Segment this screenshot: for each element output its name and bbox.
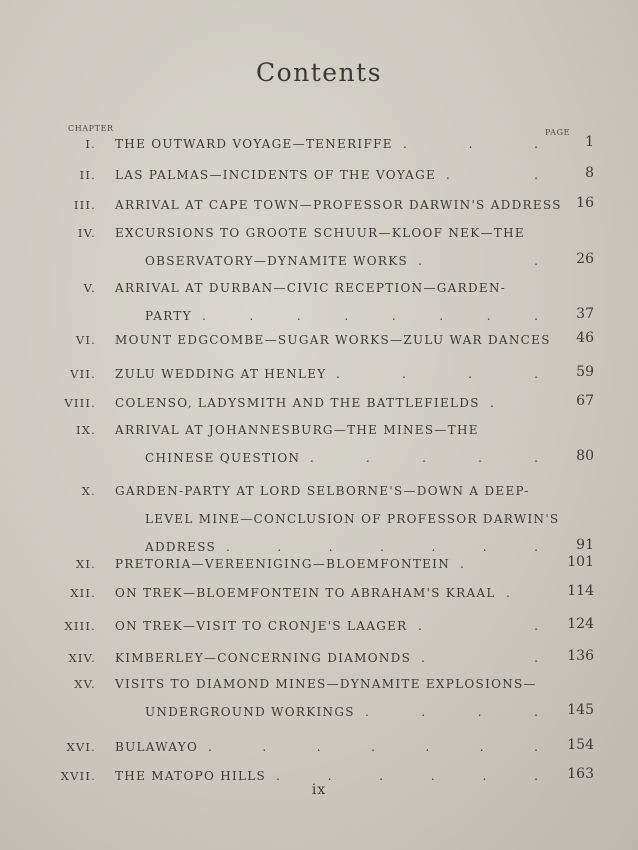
leader-dots: . . [418, 254, 538, 268]
chapter-number: IV. [77, 226, 96, 240]
page-number: 136 [567, 648, 594, 664]
chapter-title-line: THE OUTWARD VOYAGE—TENERIFFE [115, 137, 393, 151]
page-number: 67 [576, 393, 594, 409]
chapter-number: I. [85, 137, 96, 151]
chapter-title-line: ZULU WEDDING AT HENLEY [115, 367, 327, 381]
leader-dots: . . . . . . . . [202, 309, 538, 323]
chapter-title-line: UNDERGROUND WORKINGS [145, 705, 355, 719]
page-number: 16 [576, 195, 594, 211]
chapter-number: XI. [76, 557, 96, 571]
page-number: 1 [585, 134, 594, 150]
page-number: 91 [576, 537, 594, 553]
chapter-title-line: CHINESE QUESTION [145, 451, 301, 465]
leader-dots: . . . . [336, 367, 538, 381]
page-number: 124 [567, 616, 594, 632]
chapter-title-line: ON TREK—BLOEMFONTEIN TO ABRAHAM'S KRAAL [115, 586, 496, 600]
chapter-number: XVI. [66, 740, 96, 754]
page-number: 37 [576, 306, 594, 322]
chapter-number: V. [83, 281, 96, 295]
leader-dots: . . . . . . . [226, 540, 538, 554]
chapter-number: X. [81, 484, 96, 498]
page-number: 8 [585, 165, 594, 181]
chapter-number: XIV. [68, 651, 96, 665]
page-column-header: PAGE [545, 128, 571, 137]
leader-dots: . [506, 586, 510, 600]
leader-dots: . . . . . [310, 451, 538, 465]
page-number: 154 [567, 737, 594, 753]
chapter-number: XIII. [64, 619, 96, 633]
chapter-number: XV. [74, 677, 96, 691]
chapter-number: VIII. [64, 396, 96, 410]
chapter-title-line: PRETORIA—VEREENIGING—BLOEMFONTEIN [115, 557, 451, 571]
page-number: 59 [576, 364, 594, 380]
chapter-title-line: EXCURSIONS TO GROOTE SCHUUR—KLOOF NEK—THE [115, 226, 525, 240]
leader-dots: . [490, 396, 494, 410]
chapter-number: XII. [70, 586, 96, 600]
leader-dots: . . . . [365, 705, 538, 719]
chapter-title-line: MOUNT EDGCOMBE—SUGAR WORKS—ZULU WAR DANCES [115, 333, 551, 347]
page-number: 163 [567, 766, 594, 782]
chapter-number: VII. [70, 367, 96, 381]
chapter-title-line: LEVEL MINE—CONCLUSION OF PROFESSOR DARWIN'S [145, 512, 560, 526]
chapter-title-line: GARDEN-PARTY AT LORD SELBORNE'S—DOWN A DEEP- [115, 484, 530, 498]
page-number: 26 [576, 251, 594, 267]
chapter-number: II. [79, 168, 96, 182]
chapter-column-header: CHAPTER [68, 124, 114, 133]
leader-dots: . . . . . . [276, 769, 538, 783]
chapter-number: XVII. [60, 769, 96, 783]
leader-dots: . . . [403, 137, 538, 151]
chapter-title-line: ON TREK—VISIT TO CRONJE'S LAAGER [115, 619, 408, 633]
page-folio: ix [311, 782, 327, 798]
page-number: 46 [576, 330, 594, 346]
chapter-title-line: ARRIVAL AT CAPE TOWN—PROFESSOR DARWIN'S ADDRESS [115, 198, 562, 212]
chapter-title-line: ADDRESS [145, 540, 217, 554]
chapter-number: IX. [76, 423, 96, 437]
chapter-title-line: COLENSO, LADYSMITH AND THE BATTLEFIELDS [115, 396, 480, 410]
page-number: 114 [567, 583, 594, 599]
chapter-title-line: THE MATOPO HILLS [115, 769, 267, 783]
chapter-title-line: VISITS TO DIAMOND MINES—DYNAMITE EXPLOSIONS— [115, 677, 537, 691]
chapter-title-line: ARRIVAL AT JOHANNESBURG—THE MINES—THE [115, 423, 479, 437]
page-title: Contents [255, 58, 383, 87]
leader-dots: . . [421, 651, 538, 665]
chapter-title-line: PARTY [145, 309, 192, 323]
leader-dots: . [460, 557, 464, 571]
leader-dots: . . [418, 619, 538, 633]
page-number: 101 [567, 554, 594, 570]
chapter-title-line: ARRIVAL AT DURBAN—CIVIC RECEPTION—GARDEN- [115, 281, 507, 295]
chapter-title-line: KIMBERLEY—CONCERNING DIAMONDS [115, 651, 412, 665]
chapter-title-line: OBSERVATORY—DYNAMITE WORKS [145, 254, 409, 268]
page-number: 80 [576, 448, 594, 464]
leader-dots: . . [446, 168, 538, 182]
chapter-number: VI. [75, 333, 96, 347]
chapter-title-line: LAS PALMAS—INCIDENTS OF THE VOYAGE [115, 168, 437, 182]
page-number: 145 [567, 702, 594, 718]
chapter-title-line: BULAWAYO [115, 740, 199, 754]
chapter-number: III. [73, 198, 96, 212]
leader-dots: . . . . . . . [208, 740, 538, 754]
